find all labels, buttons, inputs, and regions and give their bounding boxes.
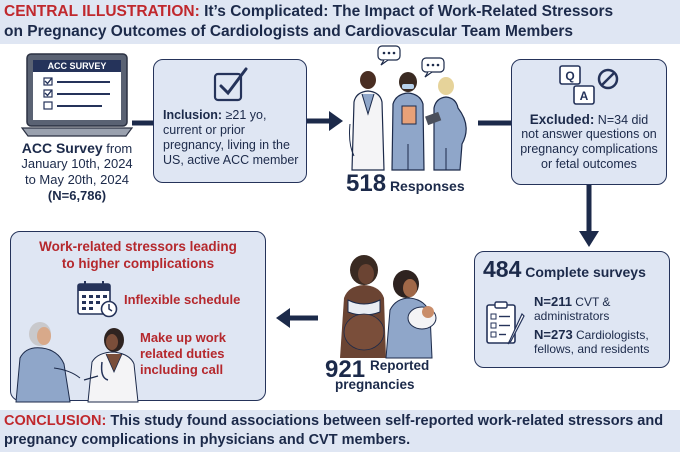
responses-line [346,171,465,199]
clock-icon [100,300,118,318]
excluded-line2: not answer questions on [521,127,657,141]
excluded-line3: pregnancy complications [520,142,658,156]
survey-date-line2: to May 20th, 2024 [24,172,130,187]
cvt-line2: administrators [534,309,610,323]
arrow-icon [307,110,345,132]
arrow-icon [478,116,514,130]
svg-text:A: A [579,89,589,103]
stressor-item-2-line3: including call [140,362,224,377]
stressor-item-2-line1: Make up work [140,330,226,345]
pregnancies-count: 921 [325,356,366,383]
complete-count: 484 [483,256,522,282]
card-n: N=273 [534,327,573,342]
conclusion-banner [0,410,680,452]
survey-screen-label: ACC SURVEY [47,61,107,71]
clipboard-icon [484,300,526,346]
header-label: CENTRAL ILLUSTRATION: [4,3,200,20]
excluded-label: Excluded: [529,112,595,127]
qa-icon [558,64,598,108]
conclusion-line1: CONCLUSION: This study found associations between self-reported work-related stressors and [4,413,664,429]
medical-staff-illustration [346,44,476,172]
speech-bubble-icon [378,46,444,77]
cvt-n: N=211 [534,294,572,309]
stressors-title-line2: to higher complications [61,256,215,271]
survey-n: (N=6,786) [47,188,107,203]
header-title-line2: on Pregnancy Outcomes of Cardiologists and Cardiovascular Team Members [4,23,574,40]
pregnancies-label-line2: pregnancies [335,377,415,392]
inclusion-line2: current or prior [163,123,245,137]
arrow-icon [578,185,600,249]
inclusion-line3: pregnancy, living in the [163,138,290,152]
header-title-line1: CENTRAL ILLUSTRATION: It’s Complicated: The Impact of Work-Related Stressors [4,3,614,20]
stressors-title-line1: Work-related stressors leading [39,239,237,254]
cvt-line1: N=211 CVT & [534,294,611,309]
complete-line [483,256,646,285]
header-banner [0,0,680,44]
inclusion-line1: Inclusion: ≥21 yo, [163,108,267,122]
inclusion-line4: US, active ACC member [163,153,299,167]
responses-count: 518 [346,170,387,197]
svg-text:Q: Q [565,69,575,83]
stressor-item-2-line2: related duties [140,346,225,361]
doctor-patient-illustration [14,318,140,402]
survey-name-line: ACC Survey from [21,140,133,156]
checkbox-icon [212,66,252,104]
survey-name: ACC Survey [21,140,103,156]
excluded-line1: Excluded: N=34 did [529,112,649,127]
conclusion-line2: pregnancy complications in physicians and CVT members. [4,432,411,448]
responses-label: Responses [389,178,465,194]
pregnancies-label-line1: Reported [370,358,430,373]
inclusion-label: Inclusion: [163,108,223,122]
stressor-item-1: Inflexible schedule [124,292,241,307]
excluded-line4: or fetal outcomes [541,157,637,171]
pregnant-women-illustration [330,252,470,358]
card-line2: fellows, and residents [534,342,650,356]
complete-label: Complete surveys [525,264,646,280]
arrow-icon [274,307,318,329]
conclusion-label: CONCLUSION: [4,413,107,429]
survey-date-line1: January 10th, 2024 [21,156,133,171]
no-icon [597,68,619,90]
card-line1: N=273 Cardiologists, [534,327,649,342]
